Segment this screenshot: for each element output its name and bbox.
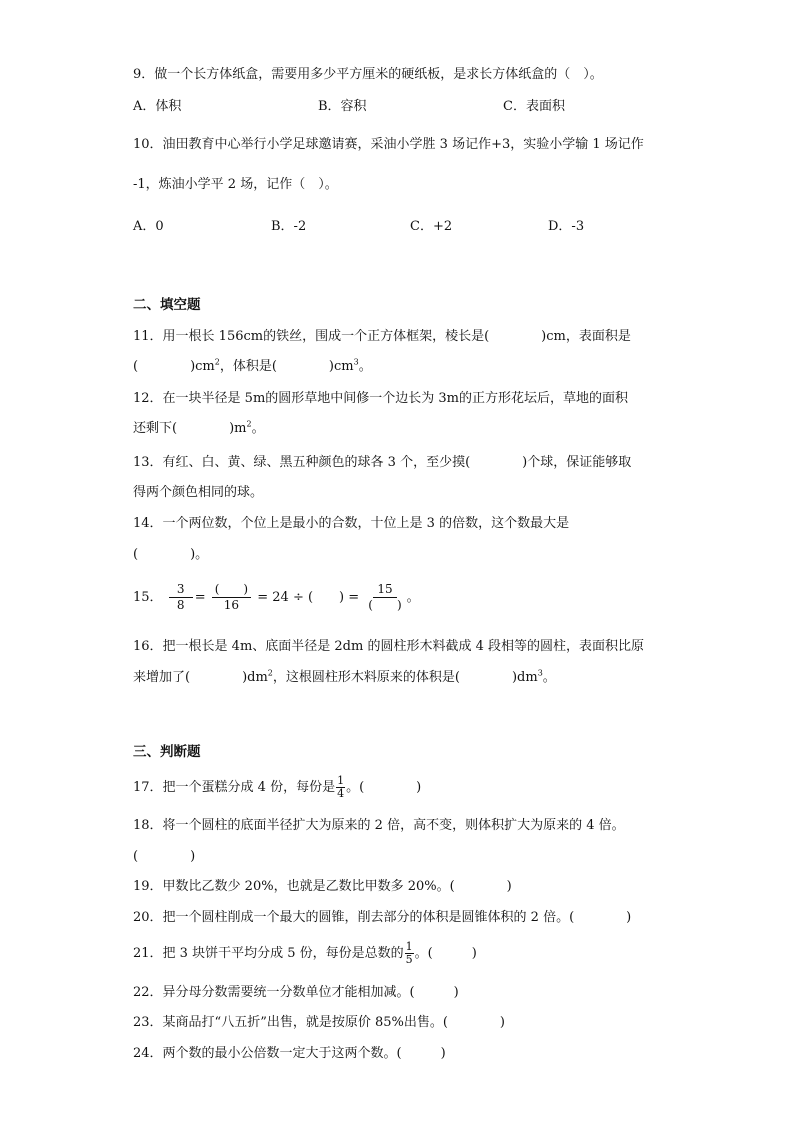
question-20: 20．把一个圆柱削成一个最大的圆锥，削去部分的体积是圆锥体积的 2 倍。( ): [133, 910, 632, 925]
q21-text: 21．把 3 块饼干平均分成 5 份，每份是总数的: [133, 946, 404, 961]
question-13-line1: 13．有红、白、黄、绿、黑五种颜色的球各 3 个，至少摸( )个球，保证能够取: [133, 455, 632, 470]
question-18-line1: 18．将一个圆柱的底面半径扩大为原来的 2 倍，高不变，则体积扩大为原来的 4 倍。: [133, 818, 625, 833]
question-15: [133, 580, 420, 616]
q17-numerator: 1: [337, 774, 345, 787]
question-11-line2: [133, 358, 372, 376]
q16-sup-2: 2: [267, 668, 273, 678]
q10-option-b: B．-2: [271, 219, 307, 234]
question-12-line1: 12．在一块半径是 5m的圆形草地中间修一个边长为 3m的正方形花坛后，草地的面积: [133, 391, 629, 406]
q16-part-a: 来增加了( )dm: [133, 670, 268, 685]
q16-part-b: ，这根圆柱形木料原来的体积是( )dm: [272, 670, 538, 685]
q15-fraction-1: [169, 582, 193, 613]
q15-equals: =: [194, 590, 206, 605]
q15-f1-numerator: 3: [169, 582, 193, 598]
question-19: 19．甲数比乙数少 20%，也就是乙数比甲数多 20%。( ): [133, 879, 512, 894]
section-heading-true-false: 三、判断题: [133, 744, 201, 760]
question-12-line2: [133, 420, 265, 438]
q9-option-c: C．表面积: [503, 99, 565, 114]
question-14-line1: 14．一个两位数，个位上是最小的合数，十位上是 3 的倍数，这个数最大是: [133, 516, 570, 531]
q21-numerator: 1: [405, 940, 413, 953]
question-16-line2: [133, 669, 556, 687]
question-16-line1: 16．把一根长是 4m、底面半径是 2dm 的圆柱形木料截成 4 段相等的圆柱，表面积比原: [133, 639, 644, 654]
question-10-line1: 10．油田教育中心举行小学足球邀请赛，采油小学胜 3 场记作+3，实验小学输 1 场记作: [133, 137, 644, 152]
q17-fraction: [336, 775, 345, 800]
question-18-line2: ( ): [133, 849, 196, 864]
q12-sup-2: 2: [246, 419, 252, 429]
q11-sup-2: 2: [214, 357, 220, 367]
q15-suffix: 。: [406, 590, 420, 605]
q9-option-a: A．体积: [133, 99, 182, 114]
q15-fraction-3: [365, 582, 404, 613]
q9-option-b: B．容积: [318, 99, 367, 114]
q15-f2-denominator: 16: [223, 598, 240, 612]
q15-fraction-2: [212, 582, 251, 613]
q21-fraction: [405, 941, 414, 966]
question-13-line2: 得两个颜色相同的球。: [133, 485, 264, 500]
question-24: 24．两个数的最小公倍数一定大于这两个数。( ): [133, 1046, 446, 1061]
q16-part-c: 。: [542, 670, 556, 685]
question-10-line2: -1，炼油小学平 2 场，记作（ ）。: [133, 177, 338, 192]
q11-sup-3: 3: [353, 357, 359, 367]
q10-option-a: A．0: [133, 219, 164, 234]
q16-sup-3: 3: [537, 668, 543, 678]
q17-denominator: 4: [337, 787, 345, 800]
q15-f1-denominator: 8: [176, 598, 185, 612]
q12-part-a: 还剩下( )m: [133, 421, 247, 436]
question-14-line2: ( )。: [133, 547, 209, 562]
q10-option-c: C．+2: [410, 219, 453, 234]
section-heading-fill-blank: 二、填空题: [133, 297, 201, 313]
q10-option-d: D．-3: [548, 219, 585, 234]
q21-answer-blank: 。( ): [414, 946, 477, 961]
question-23: 23．某商品打“八五折”出售，就是按原价 85%出售。( ): [133, 1015, 506, 1030]
question-11-line1: 11．用一根长 156cm的铁丝，围成一个正方体框架，棱长是( )cm，表面积是: [133, 329, 631, 344]
q15-middle: = 24 ÷ ( ) =: [257, 590, 360, 605]
q15-f2-numerator: ( ): [212, 582, 251, 598]
q15-f3-denominator: ( ): [368, 598, 402, 612]
q11-part-c: 。: [358, 359, 372, 374]
q17-text: 17．把一个蛋糕分成 4 份，每份是: [133, 780, 336, 795]
q11-part-b: ，体积是( )cm: [219, 359, 354, 374]
q12-part-b: 。: [251, 421, 265, 436]
question-21: [133, 940, 477, 968]
q15-f3-numerator: 15: [373, 582, 397, 598]
q11-part-a: ( )cm: [133, 359, 215, 374]
q21-denominator: 5: [405, 953, 413, 966]
q17-answer-blank: 。( ): [346, 780, 422, 795]
q15-prefix: 15．: [133, 590, 163, 605]
question-17: [133, 774, 421, 802]
question-22: 22．异分母分数需要统一分数单位才能相加减。( ): [133, 985, 459, 1000]
question-9: 9．做一个长方体纸盒，需要用多少平方厘米的硬纸板，是求长方体纸盒的（ ）。: [133, 67, 603, 82]
